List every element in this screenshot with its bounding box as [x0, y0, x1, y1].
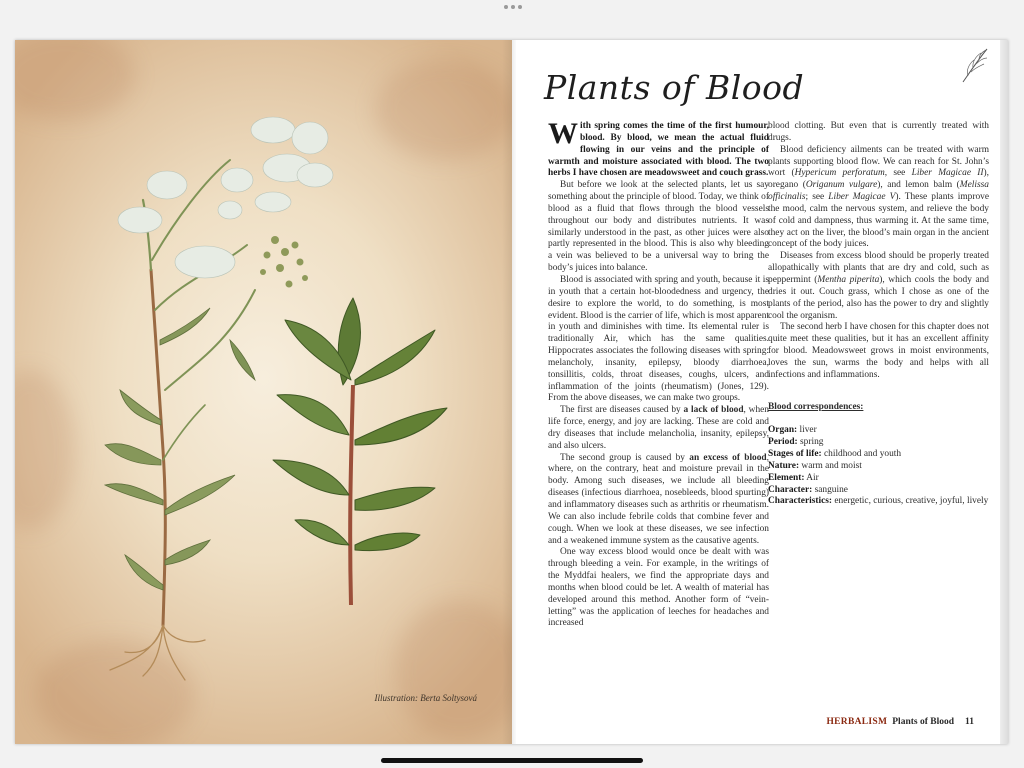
- page-number: 11: [965, 717, 974, 727]
- illustration-credit: Illustration: Berta Soltysová: [374, 693, 477, 703]
- right-page: [512, 40, 1008, 744]
- paragraph: The second herb I have chosen for this chapter does not quite meet these qualities, but it has an excellent affinity for blood. Meadowsweet grows in moist environments, loves the sun, warms the body and helps with all infections and inflammations.: [768, 322, 989, 380]
- paragraph: The second group is caused by an excess of blood, where, on the contrary, heat and moisture prevail in the body. Among such diseases, we include all bleeding diseases (infectious diarrhoea, nosebleeds, blood spurting) and inflammatory diseases such as arthritis or rheumatism. We can also include febrile colds that combine fever and cough. When we look at these diseases, we see infection and a weakened immune system as the causative agents.: [548, 452, 769, 546]
- correspondence-row: Nature: warm and moist: [768, 460, 862, 471]
- footer-chapter: Plants of Blood: [892, 717, 955, 727]
- correspondence-row: Character: sanguine: [768, 484, 848, 495]
- correspondence-row: Organ: liver: [768, 425, 817, 436]
- page-title: Plants of Blood: [544, 68, 805, 107]
- lead-paragraph: With spring comes the time of the first humour, blood. By blood, we mean the actual fluid flowing in our veins and the principle of warmth and moisture associated with blood. The two herbs I have chosen are meadowsweet and couch grass.: [548, 117, 769, 179]
- text-column-right: [768, 121, 989, 508]
- multitasking-dots[interactable]: [504, 5, 522, 9]
- correspondence-row: Period: spring: [768, 437, 824, 448]
- paragraph: One way excess blood would once be dealt with was through bleeding a vein. For example, in the writings of the Myddfai healers, we find the appropriate days and months when blood could be let. A wealth of material has developed around this method. Another form of “vein-letting” was the application of leeches for headaches and increased: [548, 547, 769, 629]
- text-column-left: [548, 117, 769, 630]
- correspondence-row: Characteristics: energetic, curious, creative, joyful, lively: [768, 496, 989, 507]
- paragraph: Diseases from excess blood should be properly treated allopathically with plants that are dry and cold, such as peppermint (Mentha piperita), which cools the body and dries it out. Couch grass, which I chose as one of the plants of the period, also has the power to dry and slightly cool the organism.: [768, 251, 989, 321]
- meadowsweet-buds: [260, 236, 308, 288]
- book-gutter: [502, 40, 516, 744]
- page-footer: [826, 717, 974, 727]
- paragraph: blood clotting. But even that is currently treated with drugs.: [768, 121, 989, 143]
- meadowsweet-plant: [105, 160, 255, 680]
- correspondences: [768, 402, 989, 509]
- leafy-plant: [273, 298, 447, 605]
- footer-brand: HERBALISM: [826, 717, 888, 727]
- correspondence-row: Stages of life: childhood and youth: [768, 449, 902, 460]
- home-indicator[interactable]: [381, 758, 643, 763]
- botanical-illustration: [15, 40, 512, 744]
- correspondences-heading: Blood correspondences:: [768, 401, 864, 412]
- paragraph: Blood deficiency ailments can be treated with warm plants supporting blood flow. We can reach for St. John’s wort (Hypericum perforatum, see Liber Magicae II), oregano (Origanum vulgare), and lemon balm (Melissa officinalis; see Liber Magicae V). These plants improve the mood, calm the nervous system, and relieve the body of cold and dampness, thus warming it. At the same time, they act on the liver, the blood’s main organ in the ancient concept of the body juices.: [768, 144, 989, 250]
- drop-cap: W: [548, 117, 578, 150]
- feather-icon: [960, 46, 990, 84]
- paragraph: But before we look at the selected plants, let us say something about the principle of blood. Today, we think of blood as a fluid that flows through the blood vessels throughout our body and distributes nutrients. It was similarly understood in the past, as other juices were also partly represented in the blood. This is also why bleeding a vein was believed to be a universal way to bring the body’s juices into balance.: [548, 180, 769, 274]
- correspondence-row: Element: Air: [768, 472, 819, 483]
- paragraph: Blood is associated with spring and youth, because it is in youth that a certain hot-bloodedness and urgency, the desire to explore the world, to do something, is most evident. Blood is the carrier of life, which is most apparent in youth and diminishes with time. Its elemental ruler is traditionally Air, which has the same qualities. Hippocrates associates the following diseases with spring: melancholy, insanity, epilepsy, bloody diarrhoea, tonsillitis, colds, throat diseases, coughs, ulcers, and inflammation of the joints (rheumatism) (Jones, 129). From the above diseases, we can make two groups.: [548, 274, 769, 404]
- left-page: [15, 40, 512, 744]
- book-spread: [15, 40, 1008, 744]
- paragraph: The first are diseases caused by a lack of blood, when life force, energy, and joy are lacking. These are cold and dry diseases that include melancholia, insanity, epilepsy, and also ulcers.: [548, 405, 769, 451]
